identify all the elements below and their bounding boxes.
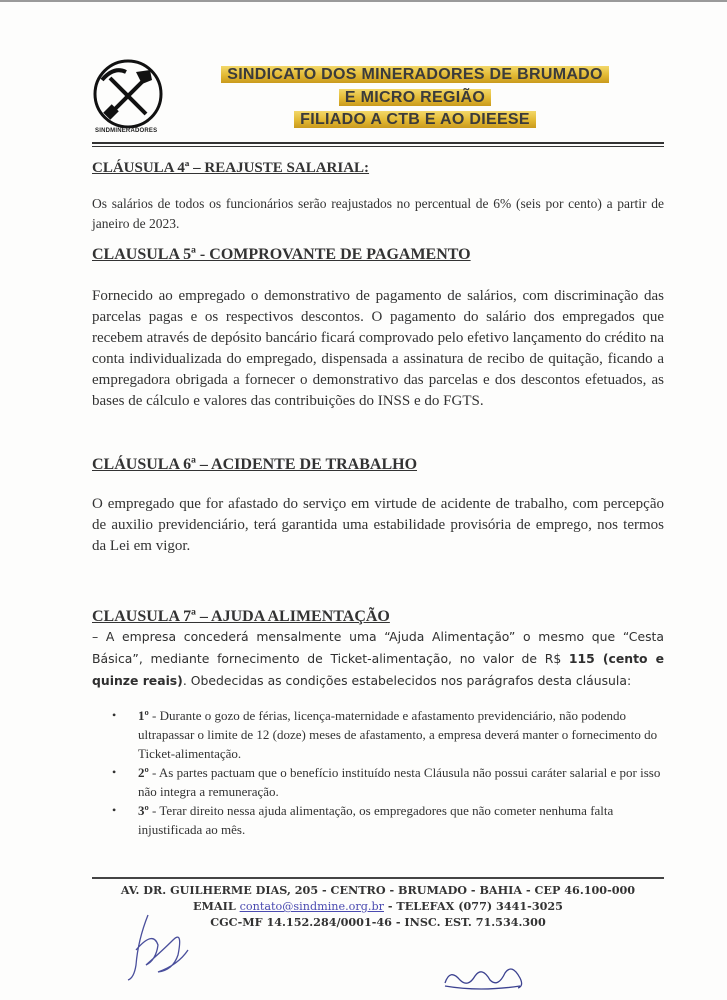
- clause-7-title: CLAUSULA 7ª – AJUDA ALIMENTAÇÃO: [92, 608, 390, 625]
- bullet: •: [112, 765, 117, 779]
- clause-5-text: Fornecido ao empregado o demonstrativo de pagamento de salários, com discriminação das parcelas pagas e os respectivos descontos. O pagamento do salário dos empregados que recebem através de depósito bancário ficará comprovado pelo efetivo lançamento do crédito na conta individualizada do empregado, dispensada a assinatura de recibo de quitação, ficando a empregadora obrigada a fornecer o demonstrativo das parcelas e dos descontos efetuados, as bases de cálculo e valores das contribuições do INSS e do FGTS.: [92, 288, 664, 409]
- signature-mark: [118, 910, 193, 982]
- pickaxe-shovel-logo-icon: [92, 58, 164, 130]
- clause-4-title: CLÁUSULA 4ª – REAJUSTE SALARIAL:: [92, 160, 370, 176]
- bullet: •: [112, 803, 117, 817]
- union-region-line: E MICRO REGIÃO: [160, 89, 670, 107]
- header-rule: [92, 142, 664, 144]
- header-rule-thin: [92, 146, 664, 147]
- top-edge-line: [0, 0, 727, 2]
- clause-6-text: O empregado que for afastado do serviço em virtude de acidente de trabalho, com percepção de auxilio previdenciário, terá garantida uma estabilidade provisória de emprego, nos termos da Lei em vigor.: [92, 496, 664, 554]
- list-item: • 3º - Terar direito nessa ajuda alimentação, os empregadores que não cometer nenhuma falta injustificada ao mês.: [112, 803, 614, 837]
- clause-7-items: [112, 706, 665, 839]
- clause-6-title: CLÁUSULA 6ª – ACIDENTE DE TRABALHO: [92, 456, 418, 473]
- union-name-line: SINDICATO DOS MINERADORES DE BRUMADO: [160, 66, 670, 84]
- clause-7-intro: – A empresa concederá mensalmente uma “Ajuda Alimentação” o mesmo que “Cesta Básica”, mediante fornecimento de Ticket-alimentação, no valor de R$ 115 (cento e quinze reais). Obedecidas as condições estabelecidos nos parágrafos desta cláusula:: [92, 629, 664, 688]
- clause-4-text: Os salários de todos os funcionários serão reajustados no percentual de 6% (seis por cento) a partir de janeiro de 2023.: [92, 196, 664, 231]
- union-affiliation-line: FILIADO A CTB E AO DIEESE: [160, 111, 670, 129]
- footer-registry: CGC-MF 14.152.284/0001-46 - INSC. EST. 71.534.300: [210, 915, 546, 929]
- clause-5-title: CLAUSULA 5ª - COMPROVANTE DE PAGAMENTO: [92, 246, 471, 263]
- list-item: • 1º - Durante o gozo de férias, licença-maternidade e afastamento previdenciário, não podendo ultrapassar o limite de 12 (doze) meses de afastamento, a empresa deverá manter o fornecimento do Ticket-alimentação.: [112, 708, 658, 761]
- footer-rule: [92, 877, 664, 879]
- bullet: •: [112, 708, 117, 722]
- footer-address: AV. DR. GUILHERME DIAS, 205 - CENTRO - BRUMADO - BAHIA - CEP 46.100-000: [120, 883, 636, 897]
- footer-contact: EMAIL contato@sindmine.org.br - TELEFAX (077) 3441-3025: [193, 899, 563, 913]
- email-link[interactable]: contato@sindmine.org.br: [239, 900, 384, 913]
- list-item: • 2º - As partes pactuam que o benefício instituído nesta Cláusula não possui caráter salarial e por isso não integra a remuneração.: [112, 765, 661, 799]
- initials-mark: [440, 958, 530, 993]
- logo-caption: SINDMINERADORES: [95, 128, 158, 134]
